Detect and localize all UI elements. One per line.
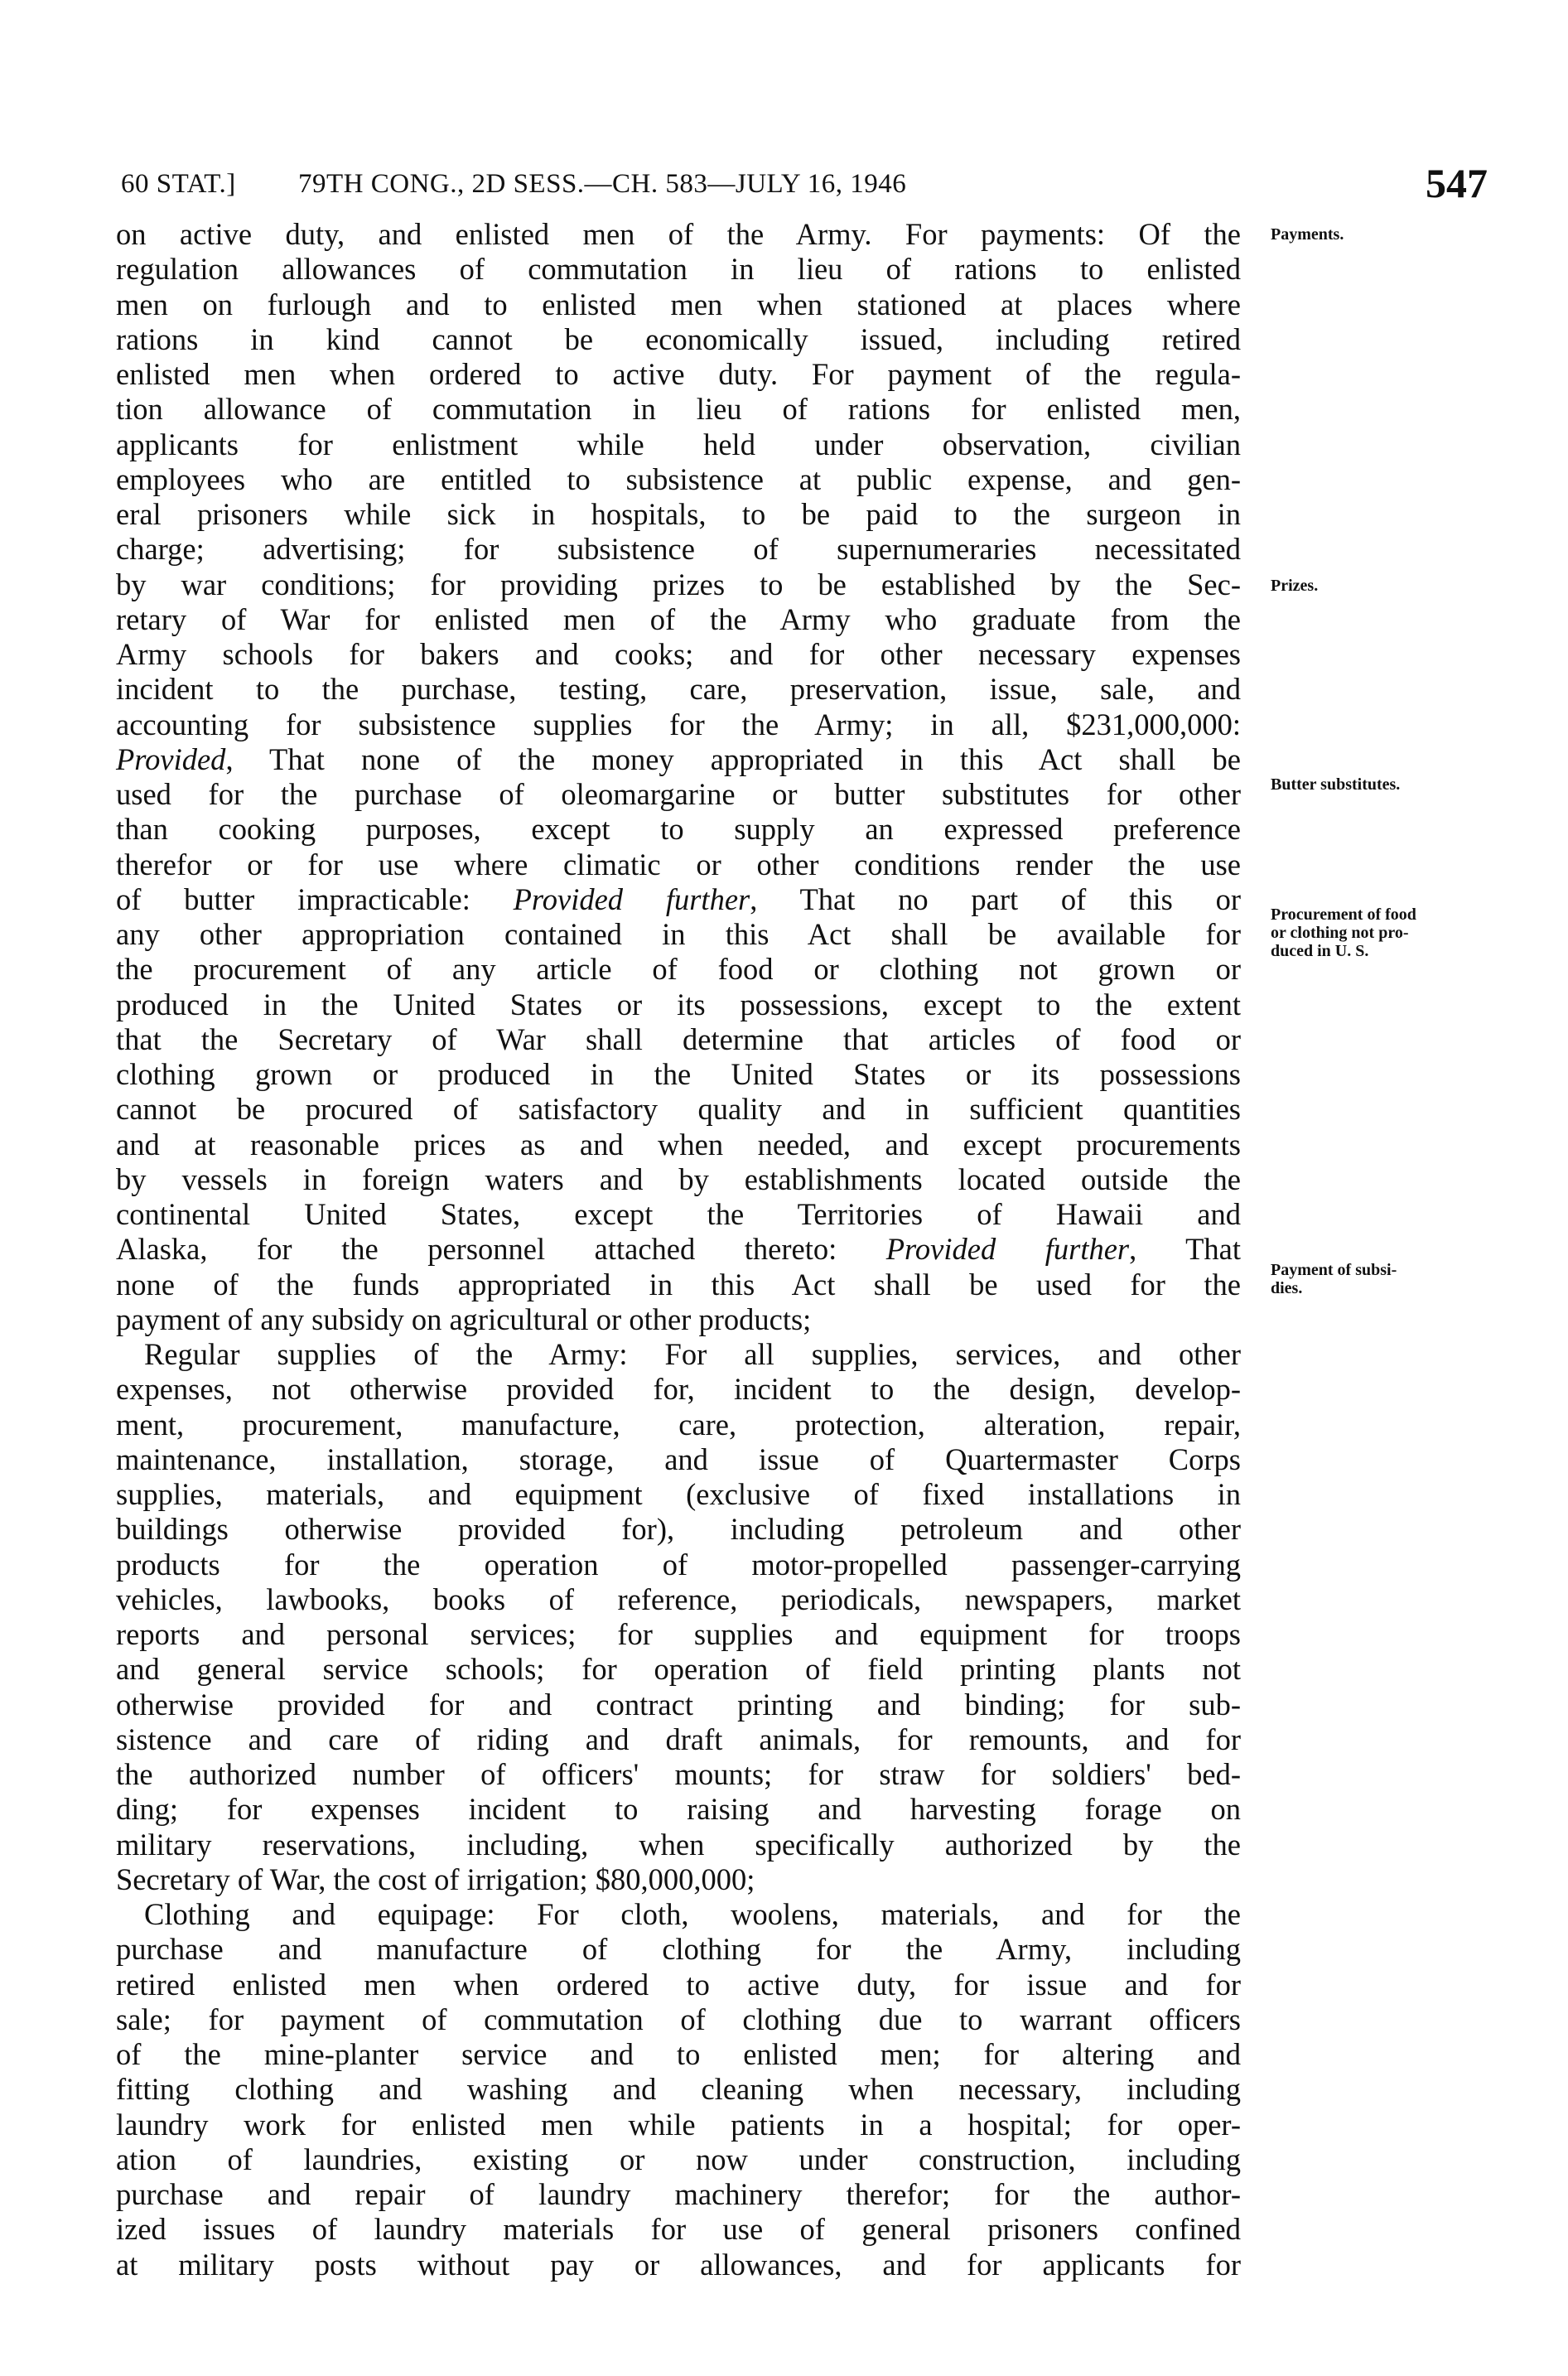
body-line: laundry work for enlisted men while patients in a hospital; for oper- xyxy=(116,2107,1241,2142)
body-line: charge; advertising; for subsistence of supernumeraries necessitated xyxy=(116,532,1241,567)
body-line: ation of laundries, existing or now under construction, including xyxy=(116,2142,1241,2176)
margin-note-line: Payments. xyxy=(1271,225,1344,244)
body-line: therefor or for use where climatic or other conditions render the use xyxy=(116,847,1241,881)
margin-note-payments xyxy=(1271,225,1344,244)
margin-note-subsidies xyxy=(1271,1261,1397,1297)
body-line: ding; for expenses incident to raising and harvesting forage on xyxy=(116,1792,1241,1827)
body-line: Secretary of War, the cost of irrigation; $80,000,000; xyxy=(116,1862,755,1896)
body-line: at military posts without pay or allowances, and for applicants for xyxy=(116,2247,1241,2282)
body-line: than cooking purposes, except to supply an expressed preference xyxy=(116,812,1241,847)
body-line: used for the purchase of oleomargarine or butter substitutes for other xyxy=(116,777,1241,811)
page-number: 547 xyxy=(1426,160,1488,206)
margin-note-line: Procurement of food xyxy=(1271,905,1416,924)
body-line: continental United States, except the Territories of Hawaii and xyxy=(116,1197,1241,1231)
body-line: applicants for enlistment while held under observation, civilian xyxy=(116,427,1241,461)
body-line: rations in kind cannot be economically issued, including retired xyxy=(116,321,1241,356)
margin-note-prizes xyxy=(1271,577,1318,595)
body-line: otherwise provided for and contract printing and binding; for sub- xyxy=(116,1687,1241,1722)
body-line: Alaska, for the personnel attached thereto: Provided further, That xyxy=(116,1232,1242,1267)
margin-note-line: dies. xyxy=(1271,1279,1303,1297)
body-line: that the Secretary of War shall determine that articles of food or xyxy=(116,1021,1241,1056)
body-line: Regular supplies of the Army: For all supplies, services, and other xyxy=(144,1337,1241,1371)
body-line: the procurement of any article of food or clothing not grown or xyxy=(116,952,1241,987)
body-line: ized issues of laundry materials for use of general prisoners confined xyxy=(116,2212,1241,2247)
body-line: products for the operation of motor-propelled passenger-carrying xyxy=(116,1547,1241,1582)
body-line: of butter impracticable: Provided further, That no part of this or xyxy=(116,881,1242,916)
body-line: vehicles, lawbooks, books of reference, periodicals, newspapers, market xyxy=(116,1582,1241,1616)
body-line: the authorized number of officers' mounts; for straw for soldiers' bed- xyxy=(116,1757,1241,1791)
body-line: none of the funds appropriated in this Act shall be used for the xyxy=(116,1267,1241,1301)
body-line: retary of War for enlisted men of the Army who graduate from the xyxy=(116,601,1241,636)
body-line: accounting for subsistence supplies for the Army; in all, $231,000,000: xyxy=(116,707,1241,741)
body-line: retired enlisted men when ordered to active duty, for issue and for xyxy=(116,1967,1241,2002)
body-line: Clothing and equipage: For cloth, woolens, materials, and for the xyxy=(144,1897,1241,1931)
body-line: reports and personal services; for supplies and equipment for troops xyxy=(116,1617,1241,1651)
body-line: Provided, That none of the money appropriated in this Act shall be xyxy=(116,741,1241,776)
margin-note-procurement xyxy=(1271,905,1416,960)
body-line: incident to the purchase, testing, care, preservation, issue, sale, and xyxy=(116,672,1241,707)
body-line: payment of any subsidy on agricultural or other products; xyxy=(116,1301,812,1336)
body-line: tion allowance of commutation in lieu of rations for enlisted men, xyxy=(116,392,1241,427)
margin-note-line: Payment of subsi- xyxy=(1271,1261,1397,1279)
body-line: regulation allowances of commutation in lieu of rations to enlisted xyxy=(116,252,1241,287)
statute-body-text xyxy=(116,217,1241,2282)
body-line: Army schools for bakers and cooks; and for other necessary expenses xyxy=(116,637,1241,671)
body-line: buildings otherwise provided for), including petroleum and other xyxy=(116,1512,1241,1547)
body-line: purchase and repair of laundry machinery therefor; for the author- xyxy=(116,2177,1241,2211)
session-chapter-date: 79TH CONG., 2D SESS.—CH. 583—JULY 16, 1946 xyxy=(298,169,907,199)
body-line: military reservations, including, when specifically authorized by the xyxy=(116,1827,1241,1862)
body-line: by war conditions; for providing prizes to be established by the Sec- xyxy=(116,567,1241,601)
body-line: clothing grown or produced in the United States or its possessions xyxy=(116,1057,1241,1091)
margin-note-line: Prizes. xyxy=(1271,577,1319,595)
body-line: and at reasonable prices as and when needed, and except procurements xyxy=(116,1127,1241,1161)
body-line: supplies, materials, and equipment (exclusive of fixed installations in xyxy=(116,1477,1241,1511)
body-line: on active duty, and enlisted men of the Army. For payments: Of the xyxy=(116,217,1241,251)
body-line: any other appropriation contained in this Act shall be available for xyxy=(116,917,1241,951)
margin-note-butter-substitutes xyxy=(1271,775,1400,794)
body-line: produced in the United States or its possessions, except to the extent xyxy=(116,987,1241,1021)
body-line: employees who are entitled to subsistence at public expense, and gen- xyxy=(116,461,1241,496)
body-line: maintenance, installation, storage, and issue of Quartermaster Corps xyxy=(116,1442,1241,1476)
body-line: eral prisoners while sick in hospitals, to be paid to the surgeon in xyxy=(116,497,1241,531)
body-line: sale; for payment of commutation of clothing due to warrant officers xyxy=(116,2002,1241,2036)
body-line: expenses, not otherwise provided for, incident to the design, develop- xyxy=(116,1372,1241,1407)
margin-note-line: duced in U. S. xyxy=(1271,942,1369,960)
body-line: men on furlough and to enlisted men when stationed at places where xyxy=(116,287,1241,321)
body-line: sistence and care of riding and draft animals, for remounts, and for xyxy=(116,1722,1241,1756)
body-line: purchase and manufacture of clothing for the Army, including xyxy=(116,1932,1241,1967)
body-line: ment, procurement, manufacture, care, protection, alteration, repair, xyxy=(116,1407,1241,1442)
body-line: by vessels in foreign waters and by establishments located outside the xyxy=(116,1161,1241,1196)
body-line: fitting clothing and washing and cleaning when necessary, including xyxy=(116,2072,1241,2107)
body-line: and general service schools; for operation of field printing plants not xyxy=(116,1652,1241,1687)
body-line: cannot be procured of satisfactory quality and in sufficient quantities xyxy=(116,1092,1241,1127)
margin-note-line: or clothing not pro- xyxy=(1271,924,1409,942)
volume-reference: 60 STAT.] xyxy=(121,169,236,199)
margin-note-line: Butter substitutes. xyxy=(1271,775,1401,794)
body-line: enlisted men when ordered to active duty. For payment of the regula- xyxy=(116,357,1241,391)
body-line: of the mine-planter service and to enlisted men; for altering and xyxy=(116,2037,1241,2071)
running-head xyxy=(121,159,1488,209)
